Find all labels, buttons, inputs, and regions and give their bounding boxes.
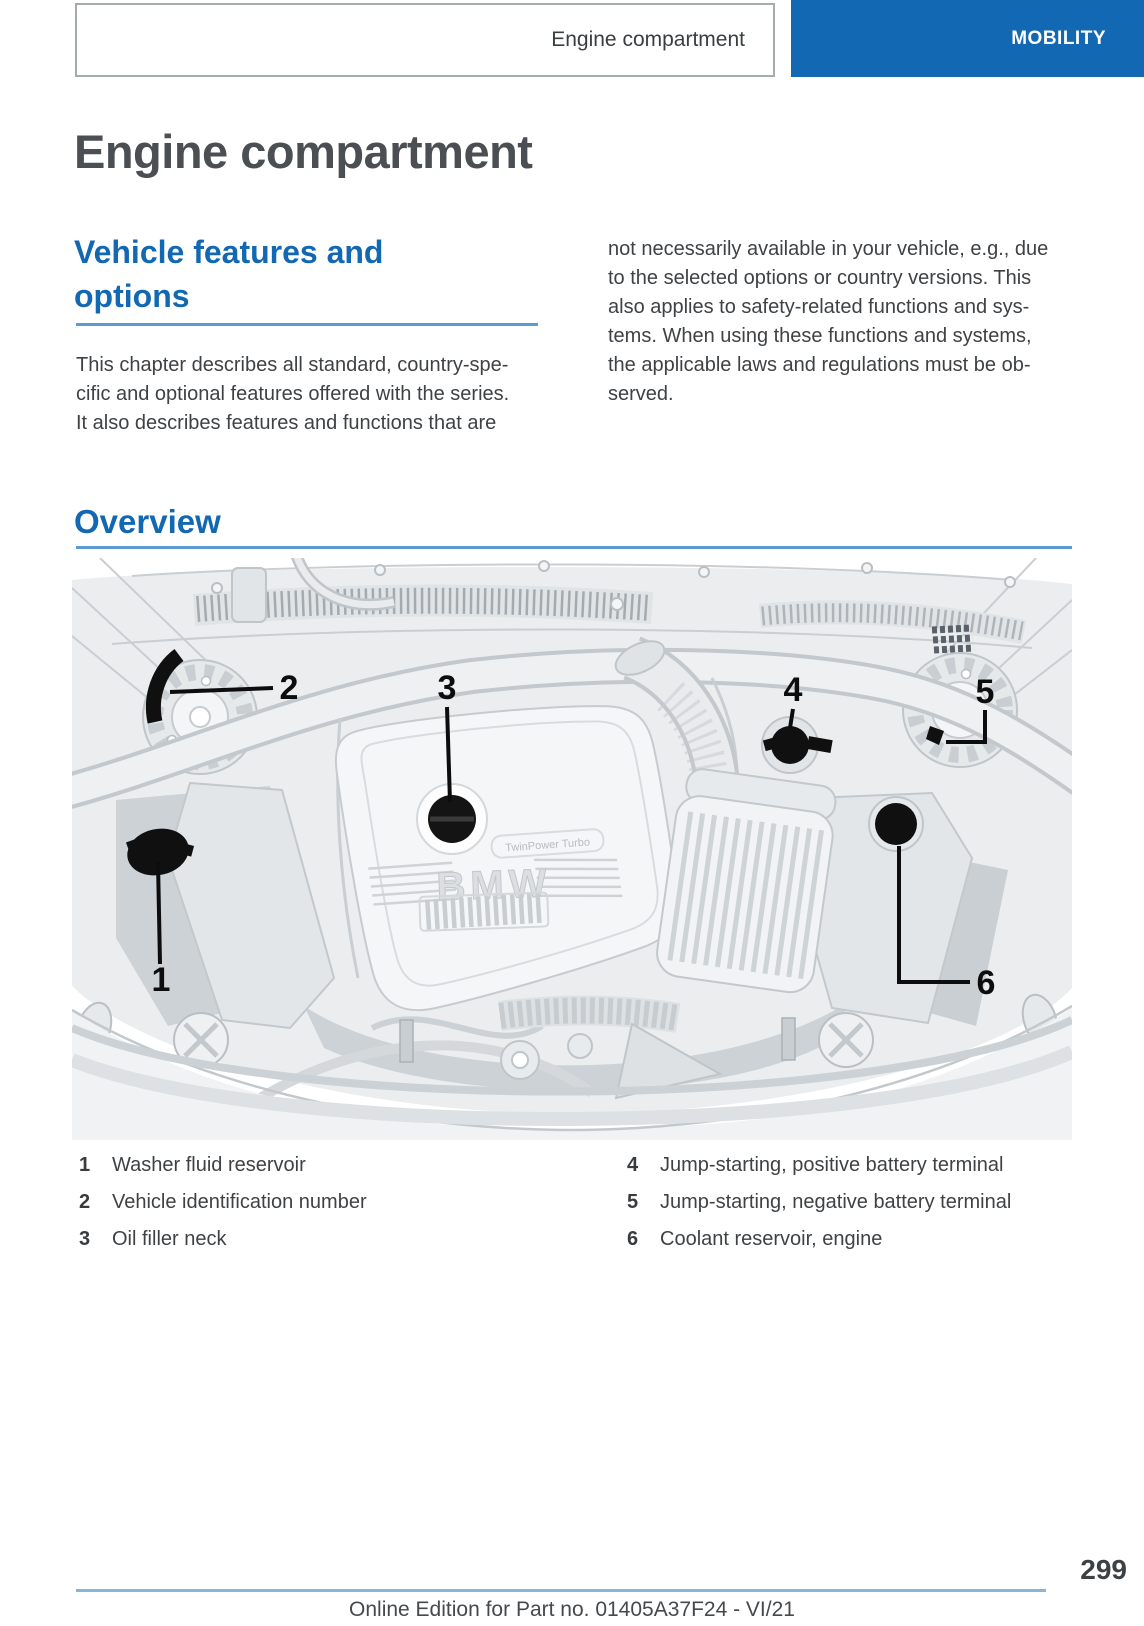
page-number: 299 xyxy=(1080,1554,1127,1585)
footer-rule xyxy=(76,1589,1046,1592)
legend-item xyxy=(79,1191,367,1214)
body-text-line: to the selected options or country versions. This xyxy=(608,267,1032,289)
body-column-left xyxy=(76,351,568,438)
body-text-line: cific and optional features offered with the series. xyxy=(76,383,510,405)
chapter-tab-label: MOBILITY xyxy=(1011,27,1106,49)
callout-4: 4 xyxy=(783,671,803,709)
legend-label: Oil filler neck xyxy=(112,1228,227,1250)
chapter-tab xyxy=(791,0,1144,77)
section-heading-line: Vehicle features and xyxy=(74,234,384,270)
body-text-line: also applies to safety-related functions and sys- xyxy=(608,296,1030,318)
page-title: Engine compartment xyxy=(74,125,533,178)
body-text-line: It also describes features and functions that are xyxy=(76,412,497,434)
legend-number: 5 xyxy=(627,1191,639,1213)
section-underline xyxy=(76,546,1072,549)
section-heading-line: options xyxy=(74,278,190,314)
legend-number: 6 xyxy=(627,1228,639,1250)
bmw-logo-text: BMW xyxy=(435,861,553,910)
legend-item xyxy=(627,1191,1011,1214)
legend-number: 2 xyxy=(79,1191,91,1213)
callout-2: 2 xyxy=(279,669,299,707)
body-text-line: the applicable laws and regulations must be ob- xyxy=(608,354,1031,376)
body-text-line: served. xyxy=(608,383,674,405)
legend-number: 1 xyxy=(79,1154,91,1176)
legend-number: 4 xyxy=(627,1154,639,1176)
positive-battery-terminal xyxy=(771,726,809,764)
callout-6: 6 xyxy=(976,964,996,1002)
edition-note: Online Edition for Part no. 01405A37F24 - VI/21 xyxy=(349,1598,795,1621)
legend-item xyxy=(627,1228,882,1251)
body-text-line: not necessarily available in your vehicle, e.g., due xyxy=(608,238,1049,260)
running-header-box xyxy=(75,3,775,77)
legend-number: 3 xyxy=(79,1228,91,1250)
section-underline xyxy=(76,323,538,326)
callout-1: 1 xyxy=(151,961,171,999)
legend-label: Washer fluid reservoir xyxy=(112,1154,306,1176)
engine-label-text: TwinPower Turbo xyxy=(504,836,591,855)
coolant-reservoir-cap xyxy=(875,803,917,845)
legend-label: Vehicle identification number xyxy=(112,1191,367,1213)
legend-label: Coolant reservoir, engine xyxy=(660,1228,883,1250)
legend-item xyxy=(627,1154,1003,1177)
section-heading-features xyxy=(74,230,383,318)
engine-compartment-diagram xyxy=(72,558,1072,1140)
body-text-line: tems. When using these functions and systems, xyxy=(608,325,1032,347)
section-heading-overview: Overview xyxy=(74,503,221,540)
body-column-right xyxy=(608,235,1100,409)
callout-5: 5 xyxy=(975,673,995,711)
legend-label: Jump-starting, positive battery terminal xyxy=(660,1154,1004,1176)
legend-item xyxy=(79,1154,306,1177)
running-header-title: Engine compartment xyxy=(551,28,745,51)
callout-3: 3 xyxy=(437,669,457,707)
legend-label: Jump-starting, negative battery terminal xyxy=(660,1191,1012,1213)
legend-item xyxy=(79,1228,226,1251)
body-text-line: This chapter describes all standard, country-spe- xyxy=(76,354,509,376)
